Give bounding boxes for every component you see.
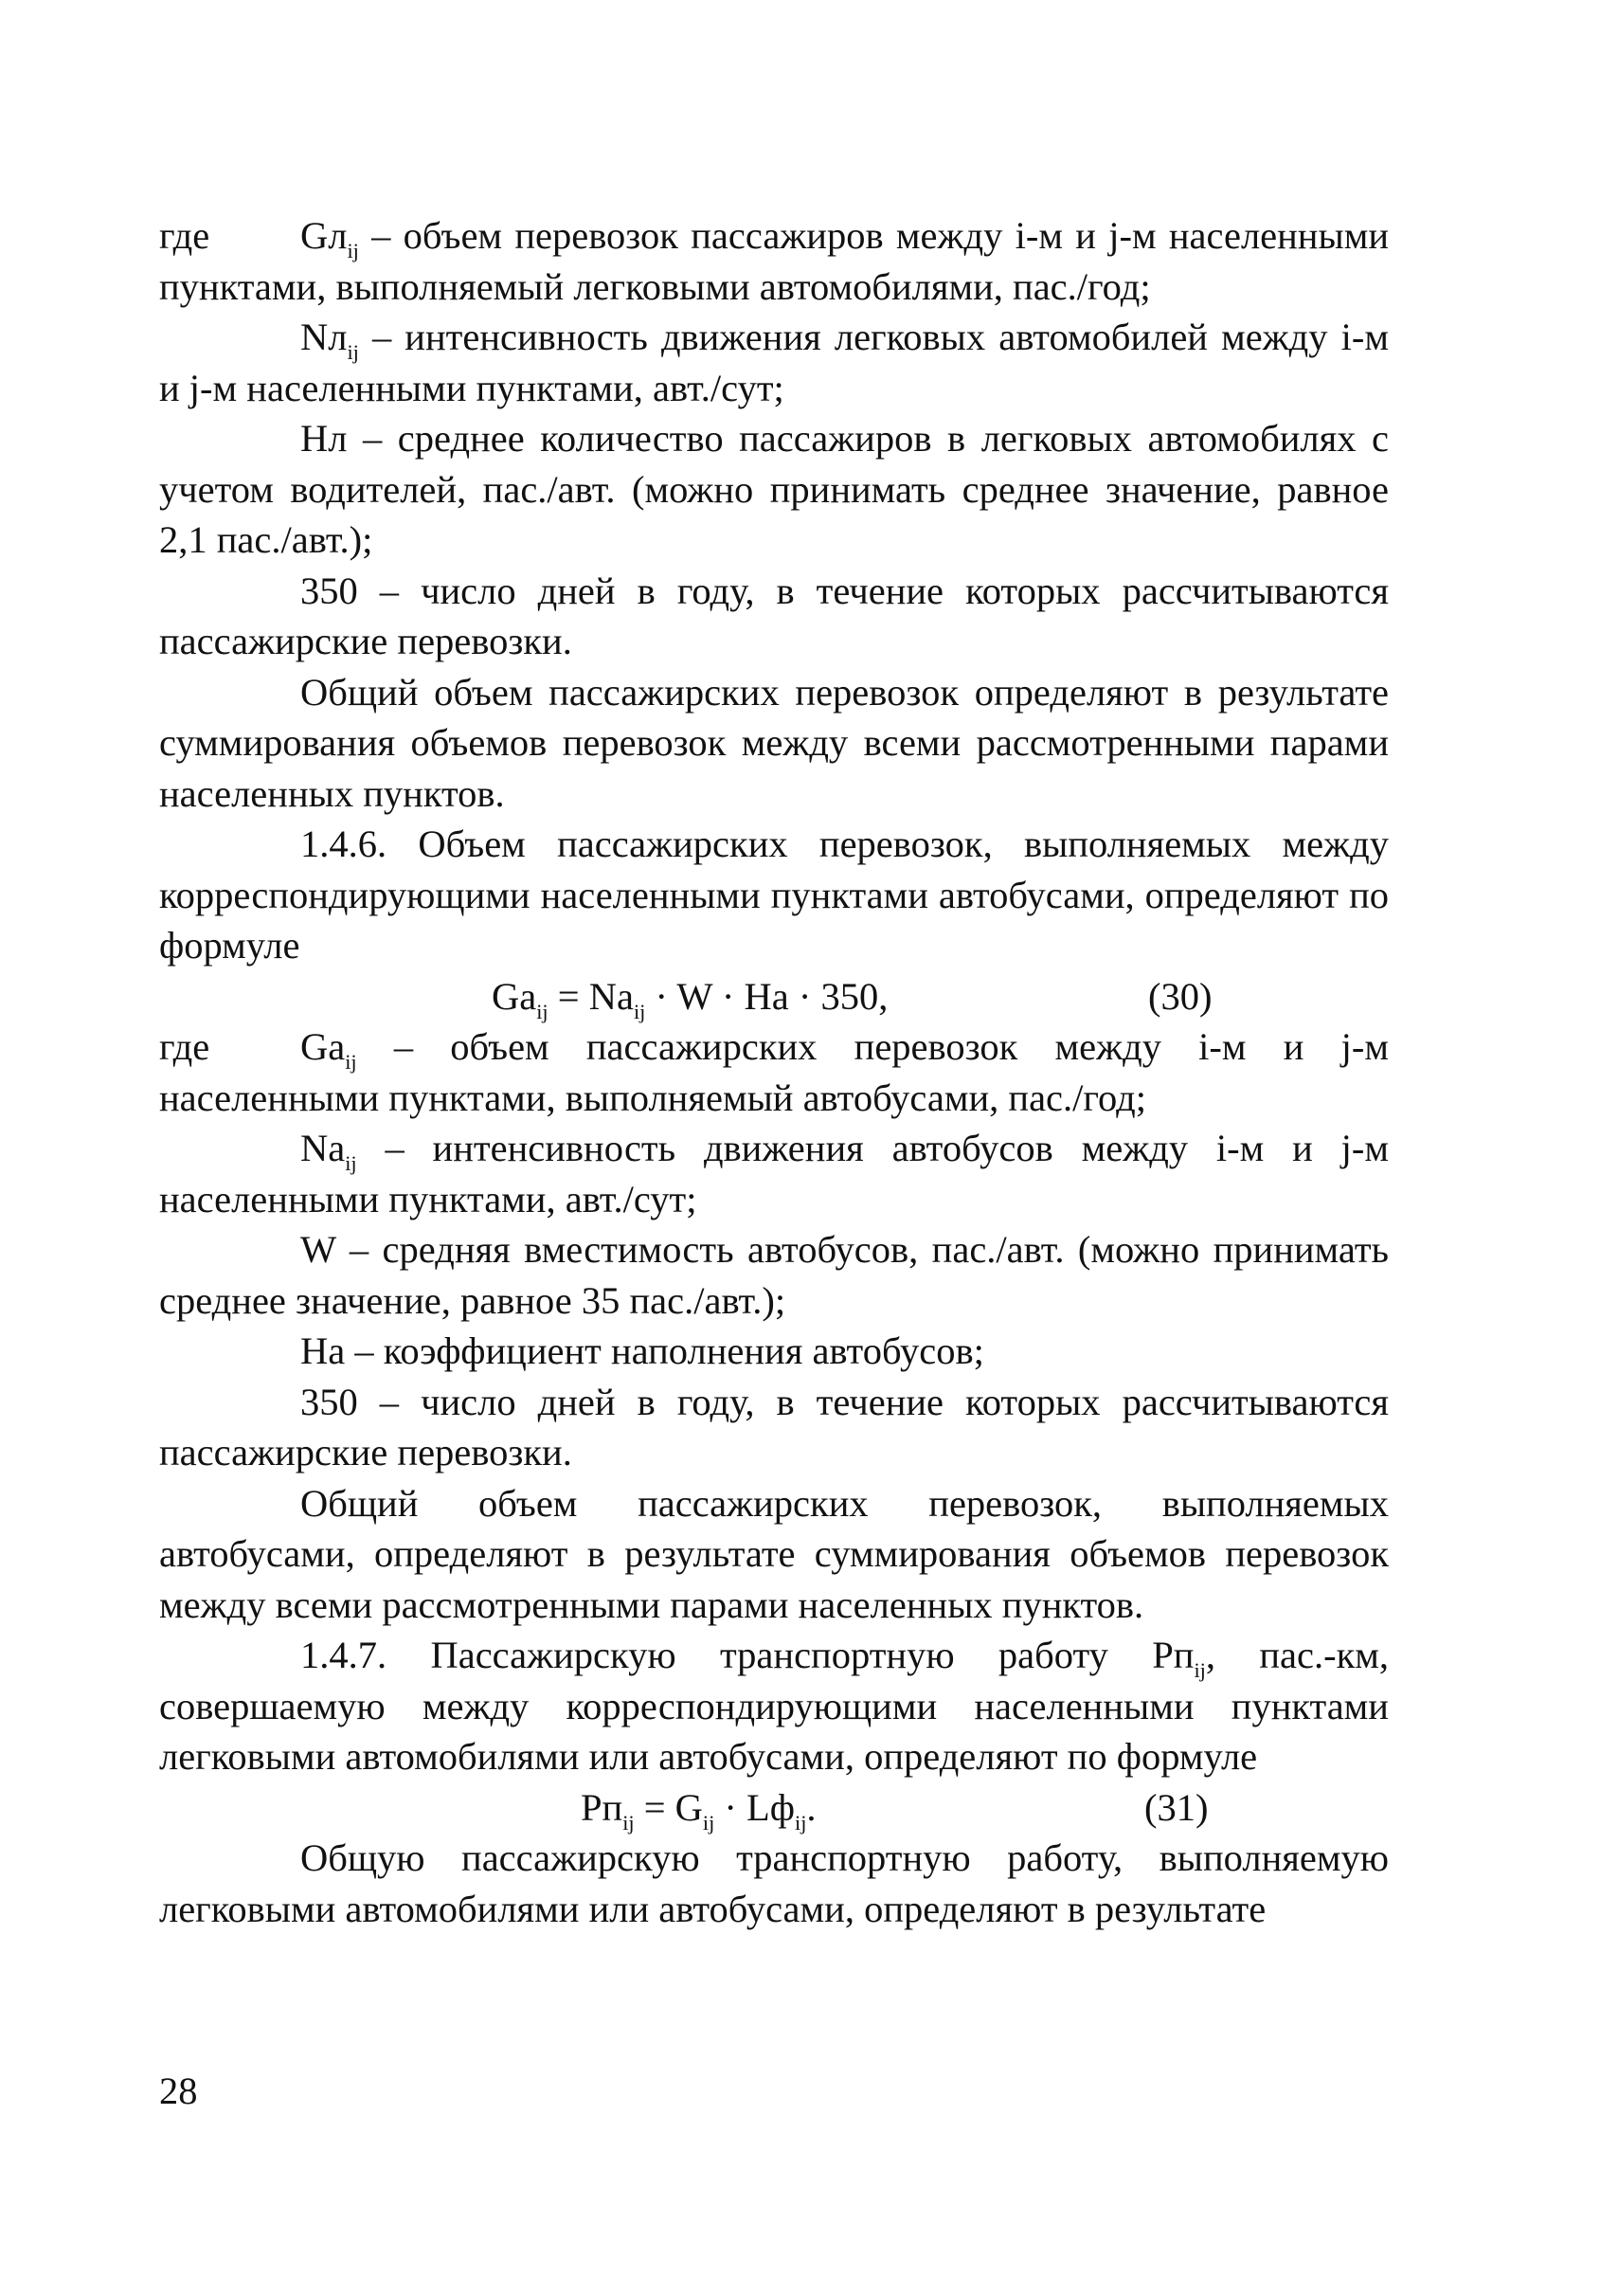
paragraph — [159, 1377, 1389, 1478]
symbol: Gл — [300, 214, 348, 257]
paragraph-text: На – коэффициент наполнения автобусов; — [300, 1329, 984, 1372]
paragraph — [159, 1833, 1389, 1934]
definition-text: – интенсивность движения автобусов между i-м и j-м населенными пунктами, авт./сут; — [159, 1127, 1389, 1220]
subscript: ij — [795, 1810, 807, 1835]
paragraph — [159, 1326, 1389, 1377]
definition-text: – объем перевозок пассажиров между i-м и j-м населенными пунктами, выполняемый легковыми автомобилями, пас./год; — [159, 214, 1389, 308]
paragraph — [159, 1224, 1389, 1326]
paragraph — [159, 566, 1389, 667]
definition-paragraph — [159, 312, 1389, 413]
paragraph — [159, 667, 1389, 820]
formula-expression — [492, 971, 888, 1022]
text-run: . — [806, 1785, 817, 1829]
paragraph-text: 1.4.6. Объем пассажирских перевозок, выполняемых между корреспондирующими населенными пунктами автобусами, определяют по формуле — [159, 823, 1389, 967]
subscript: ij — [622, 1810, 635, 1835]
symbol: Nл — [300, 316, 348, 358]
text-run: = Na — [548, 974, 634, 1018]
formula-number: (30) — [1148, 974, 1213, 1018]
where-label: где — [159, 214, 210, 257]
definition-text: – интенсивность движения легковых автомобилей между i-м и j-м населенными пунктами, авт./сут; — [159, 316, 1389, 409]
definition-paragraph — [159, 1021, 1389, 1123]
subscript: ij — [347, 340, 359, 365]
paragraph-text: Нл – среднее количество пассажиров в легковых автомобилях с учетом водителей, пас./авт. (можно принимать среднее значение, равное 2,1 пас./авт.); — [159, 417, 1389, 561]
formula-number: (31) — [1144, 1785, 1209, 1829]
text-run: 1.4.7. Пассажирскую транспортную работу Рп — [300, 1634, 1195, 1676]
paragraph — [159, 413, 1389, 566]
formula-expression — [581, 1782, 817, 1834]
paragraph — [159, 1630, 1389, 1782]
paragraph-text: Общий объем пассажирских перевозок, выполняемых автобусами, определяют в результате суммирования объемов перевозок между всеми рассмотренными парами населенных пунктов. — [159, 1481, 1389, 1626]
subscript: ij — [345, 1050, 357, 1075]
paragraph-text: Общий объем пассажирских перевозок определяют в результате суммирования объемов перевозок между всеми рассмотренными парами населенных пунктов. — [159, 670, 1389, 815]
definition-paragraph — [159, 210, 1389, 312]
symbol: Na — [300, 1127, 346, 1169]
text-run: Ga — [492, 974, 537, 1018]
symbol: Ga — [300, 1025, 346, 1068]
subscript: ij — [1194, 1658, 1206, 1683]
document-page — [159, 210, 1389, 1934]
subscript: ij — [347, 239, 359, 263]
text-run: = G — [634, 1785, 703, 1829]
definition-paragraph — [159, 1123, 1389, 1224]
text-run: · W · На · 350, — [645, 974, 889, 1018]
paragraph — [159, 1478, 1389, 1631]
subscript: ij — [345, 1151, 357, 1176]
text-run: Рп — [581, 1785, 623, 1829]
paragraph-text: 350 – число дней в году, в течение которых рассчитываются пассажирские перевозки. — [159, 1380, 1389, 1473]
page-number: 28 — [159, 2070, 198, 2112]
subscript: ij — [536, 999, 548, 1023]
paragraph — [159, 819, 1389, 971]
formula-f30 — [159, 971, 1389, 1022]
definition-text: – объем пассажирских перевозок между i-м и j-м населенными пунктами, выполняемый автобусами, пас./год; — [159, 1025, 1389, 1119]
paragraph-text: 350 – число дней в году, в течение которых рассчитываются пассажирские перевозки. — [159, 569, 1389, 662]
where-label: где — [159, 1025, 210, 1068]
subscript: ij — [702, 1810, 715, 1835]
text-run: · Lф — [714, 1785, 796, 1829]
subscript: ij — [633, 999, 646, 1023]
paragraph-text: W – средняя вместимость автобусов, пас./авт. (можно принимать среднее значение, равное 35 пас./авт.); — [159, 1228, 1389, 1322]
paragraph-text: Общую пассажирскую транспортную работу, выполняемую легковыми автомобилями или автобусами, определяют в результате — [159, 1836, 1389, 1930]
formula-f31 — [159, 1782, 1389, 1834]
text-run: , пас.-км, совершаемую между корреспондирующими населенными пунктами легковыми автомобилями или автобусами, определяют по формуле — [159, 1634, 1389, 1778]
